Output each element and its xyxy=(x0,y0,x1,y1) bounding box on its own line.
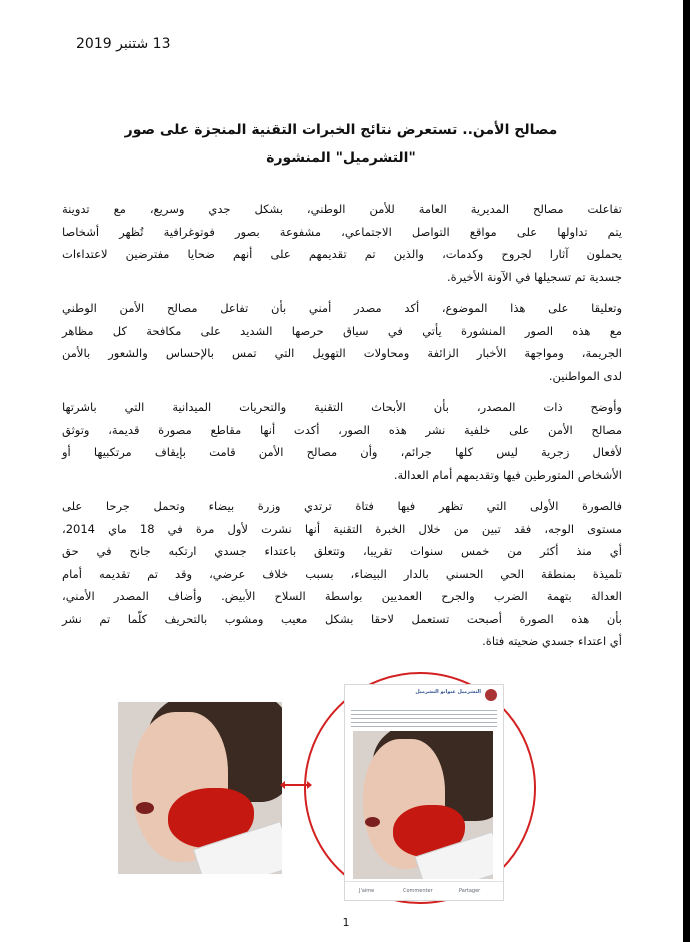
article-body xyxy=(62,198,622,662)
document-title xyxy=(120,116,562,172)
photo-mouth xyxy=(136,802,154,814)
paragraph-line: الجريمة، ومواجهة الأخبار الزائفة ومحاولات التهويل التي تمس بالإحساس والشعور بالأمن xyxy=(62,346,622,360)
paragraph-line: يحملون آثارا لجروح وكدمات، والذين تم تقديمهم على أنهم ضحايا مفترضين لاعتداءات xyxy=(62,247,622,261)
avatar xyxy=(485,689,497,701)
paragraph-2 xyxy=(62,297,622,387)
comment-action: Commenter xyxy=(403,888,433,894)
paragraph-line: وتعليقا على هذا الموضوع، أكد مصدر أمني بأن تفاعل مصالح الأمن الوطني xyxy=(62,301,622,315)
title-line-2: "التشرميل" المنشورة xyxy=(266,150,416,166)
paragraph-line: لأفعال زجرية ليس كلها جرائم، وأن مصالح الأمن قامت بإيقاف مرتكبيها أو xyxy=(62,445,622,459)
paragraph-line: لدى المواطنين. xyxy=(548,368,622,383)
like-action: J'aime xyxy=(359,888,375,894)
document-date: 13 شتنبر 2019 xyxy=(76,36,171,52)
page-number: 1 xyxy=(342,916,350,929)
paragraph-line: تلميذة بمنطقة الحي الحسني بالدار البيضاء، بسبب خلاف عرضي، وقد تم تقديمه أمام xyxy=(62,566,622,581)
paragraph-4 xyxy=(62,495,622,653)
post-footer xyxy=(345,881,503,900)
paragraph-line: أي اعتداء جسدي ضحيته فتاة. xyxy=(482,634,622,648)
evidence-figure xyxy=(118,672,548,912)
victim-photo xyxy=(118,702,282,874)
paragraph-1 xyxy=(62,198,622,288)
paragraph-line: يتم تداولها على مواقع التواصل الاجتماعي، مشفوعة بصور فوتوغرافية تُظهر أشخاصا xyxy=(62,224,622,239)
paragraph-line: مستوى الوجه، فقد تبين من خلال الخبرة التقنية أنها نشرت لأول مرة في 18 ماي 2014، xyxy=(62,521,622,536)
paragraph-line: مصالح الأمن على خلفية نشر هذه الصور، أكدت أنها مقاطع مصورة قديمة، وتوثق xyxy=(62,422,622,437)
post-author: التشرميل عنوانو التشرميل xyxy=(415,689,481,695)
post-photo xyxy=(353,731,493,879)
post-text xyxy=(351,707,497,727)
paragraph-line: جسدية تم تسجيلها في الآونة الأخيرة. xyxy=(447,269,622,284)
paragraph-line: أي منذ أكثر من خمس سنوات تقريبا، وتتعلق باعتداء جسدي ارتكبه جانح في حق xyxy=(62,544,622,558)
title-line-1: مصالح الأمن.. تستعرض نتائج الخبرات التقنية المنجزة على صور xyxy=(124,122,558,138)
paragraph-line: بأن هذه الصورة أصبحت تستعمل لاحقا بشكل معيب ومشوب بالتحريف كلّما تم نشر xyxy=(62,611,622,626)
paragraph-line: مع هذه الصور المنشورة يأتي في سياق حرصها الشديد على مكافحة كل مظاهر xyxy=(62,323,622,338)
paragraph-line: فالصورة الأولى التي تظهر فيها فتاة ترتدي وزرة بيضاء وتحمل جرحا على xyxy=(62,499,622,513)
share-action: Partager xyxy=(459,888,481,894)
paragraph-line: وأوضح ذات المصدر، بأن الأبحاث التقنية والتحريات الميدانية التي باشرتها xyxy=(62,400,622,414)
post-header xyxy=(351,689,497,705)
paragraph-line: تفاعلت مصالح المديرية العامة للأمن الوطني، بشكل جدي وسريع، مع تدوينة xyxy=(62,202,622,216)
social-post-screenshot xyxy=(344,684,504,901)
paragraph-3 xyxy=(62,396,622,486)
photo-mouth xyxy=(365,817,380,827)
paragraph-line: العدالة بتهمة الضرب والجرح العمديين بواسطة السلاح الأبيض. وأضاف المصدر الأمني، xyxy=(62,589,622,603)
paragraph-line: الأشخاص المتورطين فيها وتقديمهم أمام العدالة. xyxy=(393,467,622,482)
